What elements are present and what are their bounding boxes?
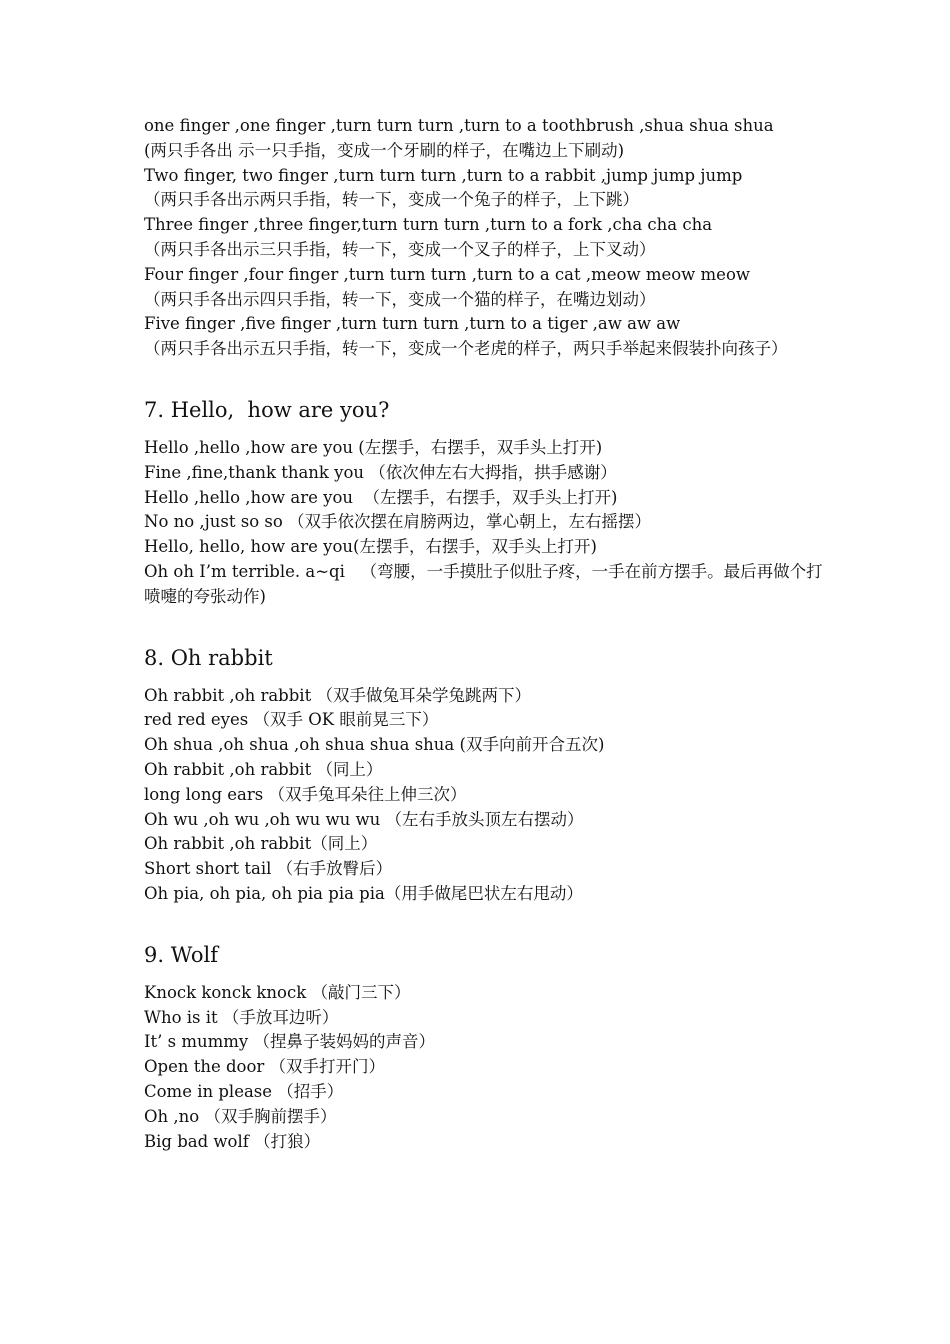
lyric-line: Knock konck knock （敲门三下） (144, 982, 411, 1002)
lyric-line: Oh ,no （双手胸前摆手） (144, 1106, 337, 1126)
intro-line: （两只手各出示三只手指，转一下，变成一个叉子的样子，上下叉动） (144, 239, 656, 259)
intro-line: （两只手各出示四只手指，转一下，变成一个猫的样子，在嘴边划动） (144, 289, 656, 309)
document-page (144, 114, 824, 1154)
intro-line: Five finger ,five finger ,turn turn turn ,turn to a tiger ,aw aw aw (144, 314, 681, 334)
intro-line: (两只手各出 示一只手指，变成一个牙刷的样子，在嘴边上下刷动) (144, 140, 625, 160)
lyric-line: Oh rabbit ,oh rabbit（同上） (144, 834, 378, 854)
lyric-line: Oh oh I’m terrible. a~qi （弯腰，一手摸肚子似肚子疼，一手在前方摆手。最后再做个打喷嚏的夸张动作) (144, 561, 823, 606)
lyric-line: Hello ,hello ,how are you (左摆手，右摆手，双手头上打开) (144, 437, 603, 457)
intro-line: （两只手各出示两只手指，转一下，变成一个兔子的样子，上下跳） (144, 190, 639, 210)
section-hello (144, 396, 824, 610)
lyric-line: Come in please （招手） (144, 1081, 344, 1101)
intro-line: one finger ,one finger ,turn turn turn ,turn to a toothbrush ,shua shua shua (144, 116, 774, 135)
intro-line: （两只手各出示五只手指，转一下，变成一个老虎的样子，两只手举起来假装扑向孩子） (144, 339, 788, 359)
section-wolf (144, 941, 824, 1155)
section-heading: 9. Wolf (144, 942, 219, 967)
lyric-line: Hello ,hello ,how are you （左摆手，右摆手，双手头上打开) (144, 487, 618, 507)
lyric-line: Oh rabbit ,oh rabbit （同上） (144, 759, 383, 779)
lyric-line: red red eyes （双手 OK 眼前晃三下） (144, 710, 439, 730)
intro-line: Three finger ,three finger,turn turn turn ,turn to a fork ,cha cha cha (144, 215, 713, 235)
lyric-line: Who is it （手放耳边听） (144, 1007, 339, 1027)
lyric-line: Short short tail （右手放臀后） (144, 859, 393, 879)
lyric-line: Hello, hello, how are you(左摆手，右摆手，双手头上打开) (144, 537, 597, 557)
section-heading: 8. Oh rabbit (144, 645, 273, 670)
lyric-line: Oh wu ,oh wu ,oh wu wu wu （左右手放头顶左右摆动） (144, 809, 584, 829)
section-heading: 7. Hello, how are you? (144, 397, 390, 422)
lyric-line: Oh rabbit ,oh rabbit （双手做兔耳朵学兔跳两下） (144, 685, 531, 705)
intro-line: Two finger, two finger ,turn turn turn ,turn to a rabbit ,jump jump jump (144, 165, 743, 185)
lyric-line: Open the door （双手打开门） (144, 1057, 386, 1077)
lyric-line: Oh shua ,oh shua ,oh shua shua shua (双手向前开合五次) (144, 735, 605, 755)
section-oh-rabbit (144, 644, 824, 907)
lyric-line: Oh pia, oh pia, oh pia pia pia（用手做尾巴状左右甩动） (144, 883, 583, 903)
lyric-line: No no ,just so so （双手依次摆在肩膀两边，掌心朝上，左右摇摆） (144, 512, 652, 532)
intro-block (144, 114, 824, 362)
lyric-line: Big bad wolf （打狼） (144, 1131, 321, 1151)
lyric-line: Fine ,fine,thank thank you （依次伸左右大拇指，拱手感谢） (144, 462, 617, 482)
lyric-line: It’ s mummy （捏鼻子装妈妈的声音） (144, 1032, 435, 1052)
intro-line: Four finger ,four finger ,turn turn turn ,turn to a cat ,meow meow meow (144, 264, 751, 284)
lyric-line: long long ears （双手兔耳朵往上伸三次） (144, 784, 467, 804)
